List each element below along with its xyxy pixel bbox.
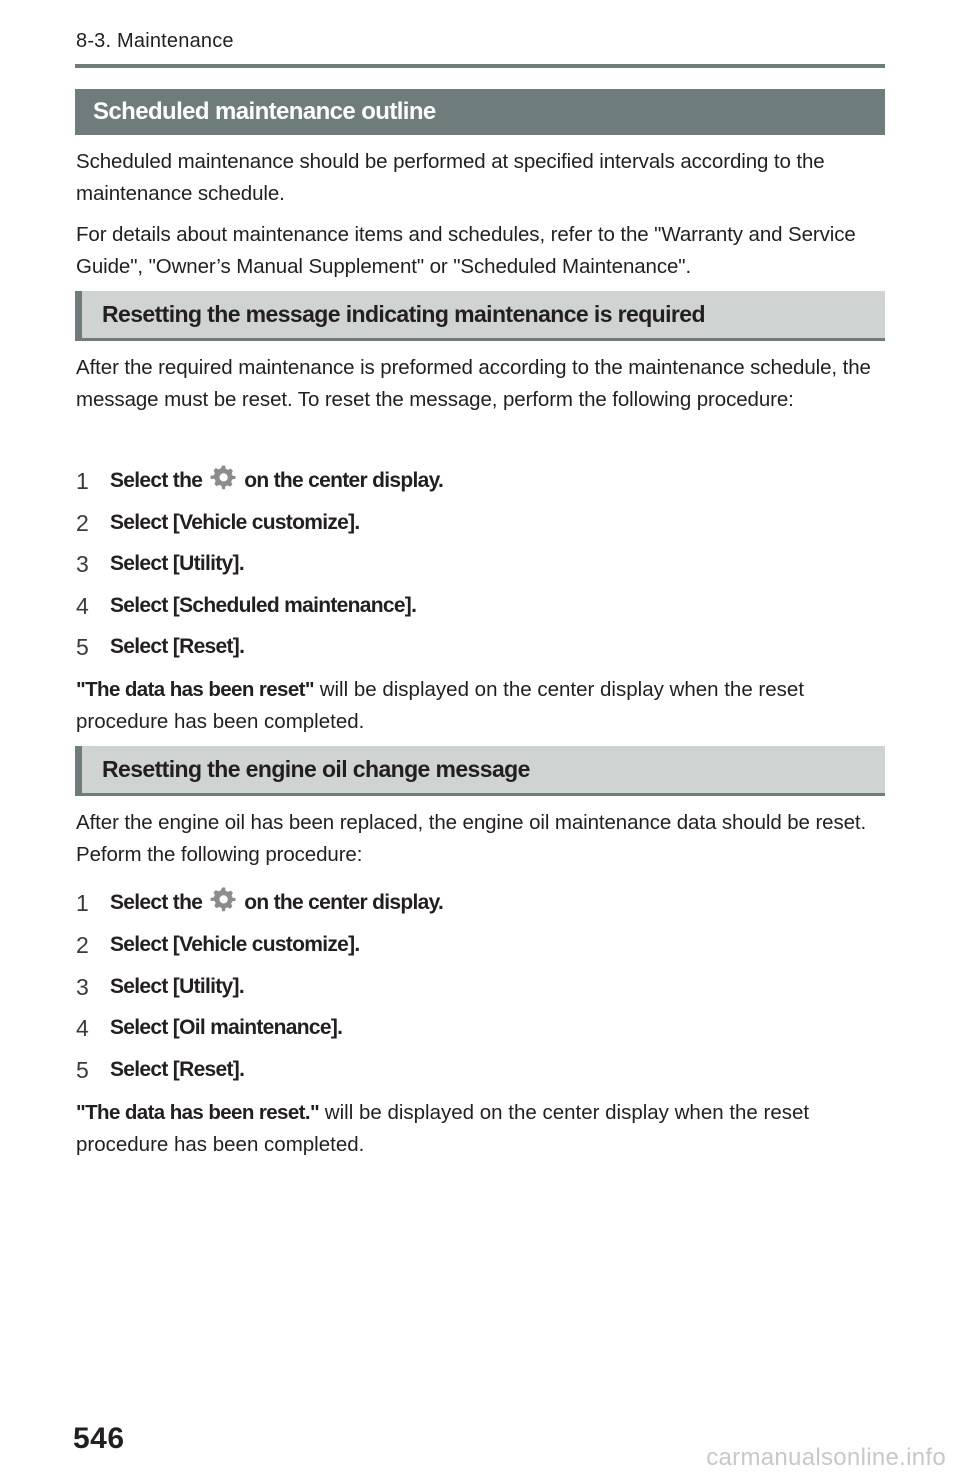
section3-intro (76, 807, 886, 871)
step-text: Select [Utility]. (110, 552, 244, 575)
section2-step-4 (76, 589, 416, 623)
step-text-after: on the center display. (244, 891, 444, 914)
section3-step-4 (76, 1011, 342, 1045)
step-number: 3 (76, 550, 89, 577)
step-text: Select [Reset]. (110, 1058, 245, 1081)
step-number: 2 (76, 509, 89, 536)
page-number: 546 (73, 1422, 125, 1455)
step-number: 4 (76, 592, 89, 619)
section2-step-2 (76, 506, 360, 540)
note-text: will be displayed on the center display when the reset procedure has been completed. (76, 678, 805, 733)
section3-step-3 (76, 970, 244, 1004)
section2-step-3 (76, 547, 244, 581)
step-number: 5 (76, 1056, 89, 1083)
header-rule (75, 64, 885, 68)
step-text-before: Select the (110, 469, 203, 492)
step-text: Select [Vehicle customize]. (110, 511, 360, 534)
paragraph-text: For details about maintenance items and schedules, refer to the "Warranty and Service Guide", "Owner’s Manual Supplement" or "Scheduled Maintenance". (76, 223, 856, 278)
step-text (110, 469, 443, 493)
section1-paragraph-2 (76, 219, 886, 283)
step-number: 4 (76, 1014, 89, 1041)
section-title-reset-maintenance-message: Resetting the message indicating maintenance is required (75, 291, 885, 341)
section-title-reset-oil-change-message: Resetting the engine oil change message (75, 746, 885, 796)
step-number: 5 (76, 633, 89, 660)
step-text: Select [Oil maintenance]. (110, 1016, 343, 1039)
section3-step-5 (76, 1053, 244, 1087)
section3-step-2 (76, 928, 360, 962)
section3-step-1 (76, 886, 443, 920)
note-quote: "The data has been reset." (76, 1101, 320, 1124)
step-text: Select [Vehicle customize]. (110, 933, 360, 956)
step-number: 2 (76, 931, 89, 958)
section3-completion-note (76, 1097, 886, 1161)
section1-paragraph-1 (76, 146, 886, 210)
section2-step-5 (76, 630, 244, 664)
section2-intro (76, 352, 886, 416)
step-number: 1 (76, 467, 89, 494)
section-title-scheduled-maintenance-outline: Scheduled maintenance outline (75, 89, 885, 135)
paragraph-text: After the engine oil has been replaced, the engine oil maintenance data should be reset. Peform the following procedure: (76, 811, 867, 866)
running-head: 8-3. Maintenance (76, 30, 234, 52)
step-number: 1 (76, 889, 89, 916)
step-text-before: Select the (110, 891, 203, 914)
step-text (110, 891, 443, 915)
note-quote: "The data has been reset" (76, 678, 314, 701)
step-number: 3 (76, 973, 89, 1000)
step-text-after: on the center display. (244, 469, 444, 492)
section2-step-1 (76, 464, 443, 498)
section2-completion-note (76, 674, 886, 738)
note-text: will be displayed on the center display when the reset procedure has been completed. (76, 1101, 810, 1156)
step-text: Select [Reset]. (110, 635, 245, 658)
step-text: Select [Utility]. (110, 975, 244, 998)
step-text: Select [Scheduled maintenance]. (110, 594, 417, 617)
paragraph-text: Scheduled maintenance should be performed at specified intervals according to the maintenance schedule. (76, 150, 825, 205)
paragraph-text: After the required maintenance is preformed according to the maintenance schedule, the message must be reset. To reset the message, perform the following procedure: (76, 356, 871, 411)
gear-icon (208, 463, 238, 493)
gear-icon (208, 885, 238, 915)
watermark: carmanualsonline.info (706, 1444, 946, 1471)
